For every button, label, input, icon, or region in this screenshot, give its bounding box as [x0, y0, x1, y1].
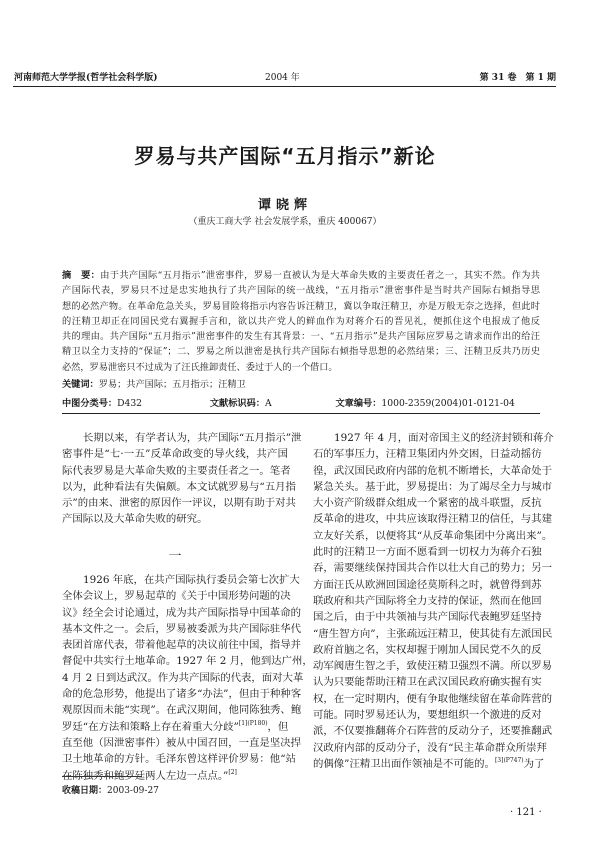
citation-marker: [1](P180): [238, 719, 268, 727]
left-column-paragraph-2: [62, 572, 313, 784]
text-line: 以为，此种看法有失偏颇。本文试就罗易与“五月指: [62, 480, 296, 493]
text-line: 全体会议上，罗易起草的《关于中国形势问题的决: [62, 590, 291, 603]
keywords: 罗易；共产国际；五月指示；汪精卫: [98, 379, 246, 391]
abstract-line: 摘 要：由于共产国际“五月指示”泄密事件，罗易一直被认为是大革命失败的主要责任者之一，其实不然。作为共: [62, 270, 540, 281]
text-line: 徨，武汉国民政府内部的危机不断增长，大革命处于: [313, 464, 552, 477]
text-line: 立友好关系，以便将其“从反革命集团中分离出来”。: [313, 529, 553, 542]
keywords-row: [62, 377, 540, 392]
footnote: [62, 783, 159, 796]
text-line: 卫土地革命的方针。毛泽东曾这样评价罗易：他“站: [62, 753, 296, 766]
received-date: 2003-09-27: [107, 786, 159, 796]
text-line: 1926 年底，在共产国际执行委员会第七次扩大: [83, 574, 300, 586]
text-line: 认为只要能帮助汪精卫在武汉国民政府确实握有实: [313, 676, 542, 689]
text-line: 督促中共实行土地革命。1927 年 2 月，他到达广州，: [62, 655, 313, 668]
abstract: [62, 268, 540, 412]
text-line: 国之后，由于中共领袖与共产国际代表鲍罗廷坚持: [313, 611, 542, 624]
abstract-lines: [62, 268, 540, 375]
journal-year: 2004 年: [265, 73, 300, 83]
clc-label: 中图分类号：: [62, 398, 118, 410]
section-heading: 一: [168, 549, 182, 564]
text-line: 基本文件之一。会后，罗易被委派为共产国际驻华代: [62, 622, 301, 635]
text-line: 密事件是“七·一五”反革命政变的导火线，共产国: [62, 448, 288, 461]
abstract-line: 精卫以全力支持的“保证”；二、罗易之所以泄密是执行共产国际右倾指导思想的必然结果；三、汪精卫反共乃历史: [62, 346, 540, 358]
article-no-value: 1000-2359(2004)01-0121-04: [381, 398, 515, 410]
text-line: 紧急关头。基于此，罗易提出：为了竭尽全力与城市: [313, 480, 552, 493]
text-line: 议》经全会讨论通过，成为共产国际指导中国革命的: [62, 606, 301, 619]
text-line: 此时的汪精卫一方面不愿看到一切权力为蒋介石独: [313, 546, 542, 559]
text-line: 联政府和共产国际将全力支持的保证，然而在他回: [313, 594, 542, 607]
text-line: 长期以来，有学者认为，共产国际“五月指示”泄: [83, 432, 302, 444]
text-line: 罗廷“在方法和策略上存在着重大分歧”$^{[1](P180)}$，但: [62, 719, 289, 733]
text-line: 派，不仅要推翻蒋介石阵营的反动分子，还要推翻武: [313, 725, 552, 738]
text-line: 大小资产阶级群众组成一个紧密的战斗联盟，反抗: [313, 497, 542, 510]
text-line: 在陈独秀和鲍罗廷两人左边一点点。”[2]: [62, 768, 237, 782]
received-date-label: 收稿日期：: [62, 786, 108, 796]
text-line: 动军阀唐生智之手，致使汪精卫强烈不满。所以罗易: [313, 660, 552, 673]
abstract-rule: [62, 413, 540, 414]
abstract-line: 必然，罗易泄密只不过成为了汪氏推卸责任、委过于人的一个借口。: [62, 361, 338, 373]
classification-row: [62, 396, 540, 411]
text-line: 观原因而未能“实现”。在武汉期间，他同陈独秀、鲍: [62, 704, 302, 717]
text-line: 命的危急形势，他提出了诸多“办法”，但由于种种客: [62, 688, 302, 701]
keywords-label: 关键词：: [62, 379, 99, 391]
text-line: 4 月 2 日到达武汉。作为共产国际的代表，面对大革: [62, 671, 304, 684]
text-line: 表团首席代表，带着他起草的决议前往中国，指导并: [62, 639, 301, 652]
doc-code-label: 文献标识码：: [209, 398, 265, 410]
abstract-line: 想的必然产物。在革命危急关头，罗易冒险将指示内容告诉汪精卫，冀以争取汪精卫，亦是万般无奈之选择，但此时: [62, 300, 540, 312]
text-line: 可能。同时罗易还认为，要想组织一个激进的反对: [313, 709, 542, 722]
citation-marker: [2]: [228, 768, 237, 776]
article-no-label: 文章编号：: [335, 398, 382, 410]
journal-issue: 第 31 卷 第 1 期: [479, 73, 556, 83]
author-affiliation: （重庆工商大学 社会发展学系，重庆 400067）: [188, 217, 382, 227]
text-line: 石的军事压力，汪精卫集团内外交困，日益动摇彷: [313, 448, 542, 461]
text-line: 汉政府内部的反动分子，没有“民主革命群众所崇拜: [313, 741, 547, 754]
text-line: 产国际以及大革命失败的研究。: [62, 513, 208, 526]
article-author: 谭晓辉: [257, 198, 312, 213]
text-line: 吞，需要继续保持国共合作以壮大自己的势力；另一: [313, 562, 552, 575]
footnote-rule: [62, 776, 142, 777]
text-line: 政府首脑之名，实权却握于刚加人国民党不久的反: [313, 643, 542, 656]
article-title: 罗易与共产国际“五月指示”新论: [134, 144, 436, 168]
abstract-line: 产国际代表，罗易只不过是忠实地执行了共产国际的统一战线，“五月指示”泄密事件是当时共产国际右倾指导思: [62, 285, 540, 297]
text-line: 的偶像”汪精卫出面作领袖是不可能的。$^{[3](P747)}$为了: [313, 756, 545, 770]
text-line: 直至他（因泄密事件）被从中国召回，一直是坚决捍: [62, 736, 301, 749]
text-line: 方面汪氏从欧洲回国途径莫斯科之时，就曾得到苏: [313, 578, 542, 591]
left-column-paragraph-1: [62, 430, 302, 528]
clc-value: D432: [117, 398, 143, 410]
text-line: 示”的由来、泄密的原因作一评议，以期有助于对共: [62, 497, 296, 510]
page-number: · 121 ·: [510, 807, 542, 818]
citation-marker: [3](P747): [494, 756, 524, 764]
right-column-paragraph: [313, 430, 554, 772]
text-line: 1927 年 4 月，面对帝国主义的经济封锁和蒋介: [334, 432, 554, 444]
doc-code-value: A: [265, 398, 272, 410]
abstract-line: 的汪精卫却正在同国民党右翼握手言和，欲以共产党人的鲜血作为对蒋介石的晋见礼，便抓住这个电报成了他反: [62, 315, 540, 327]
journal-name: 河南师范大学学报(哲学社会科学版): [14, 73, 158, 83]
text-line: 权，在一定时期内，便有争取他继续留在革命阵营的: [313, 692, 552, 705]
abstract-label: 摘 要：: [62, 270, 101, 281]
text-line: 际代表罗易是大革命失败的主要责任者之一。笔者: [62, 464, 291, 477]
abstract-line: 共的理由。共产国际“五月指示”泄密事件的发生有其背景：一、“五月指示”是共产国际应罗易之请求而作出的给汪: [62, 331, 540, 343]
header-rule: [13, 86, 556, 87]
text-line: 反革命的进攻，中共应该取得汪精卫的信任，与其建: [313, 513, 552, 526]
text-line: “唐生智方向”，主张疏远汪精卫，使其徒有左派国民: [313, 627, 553, 640]
